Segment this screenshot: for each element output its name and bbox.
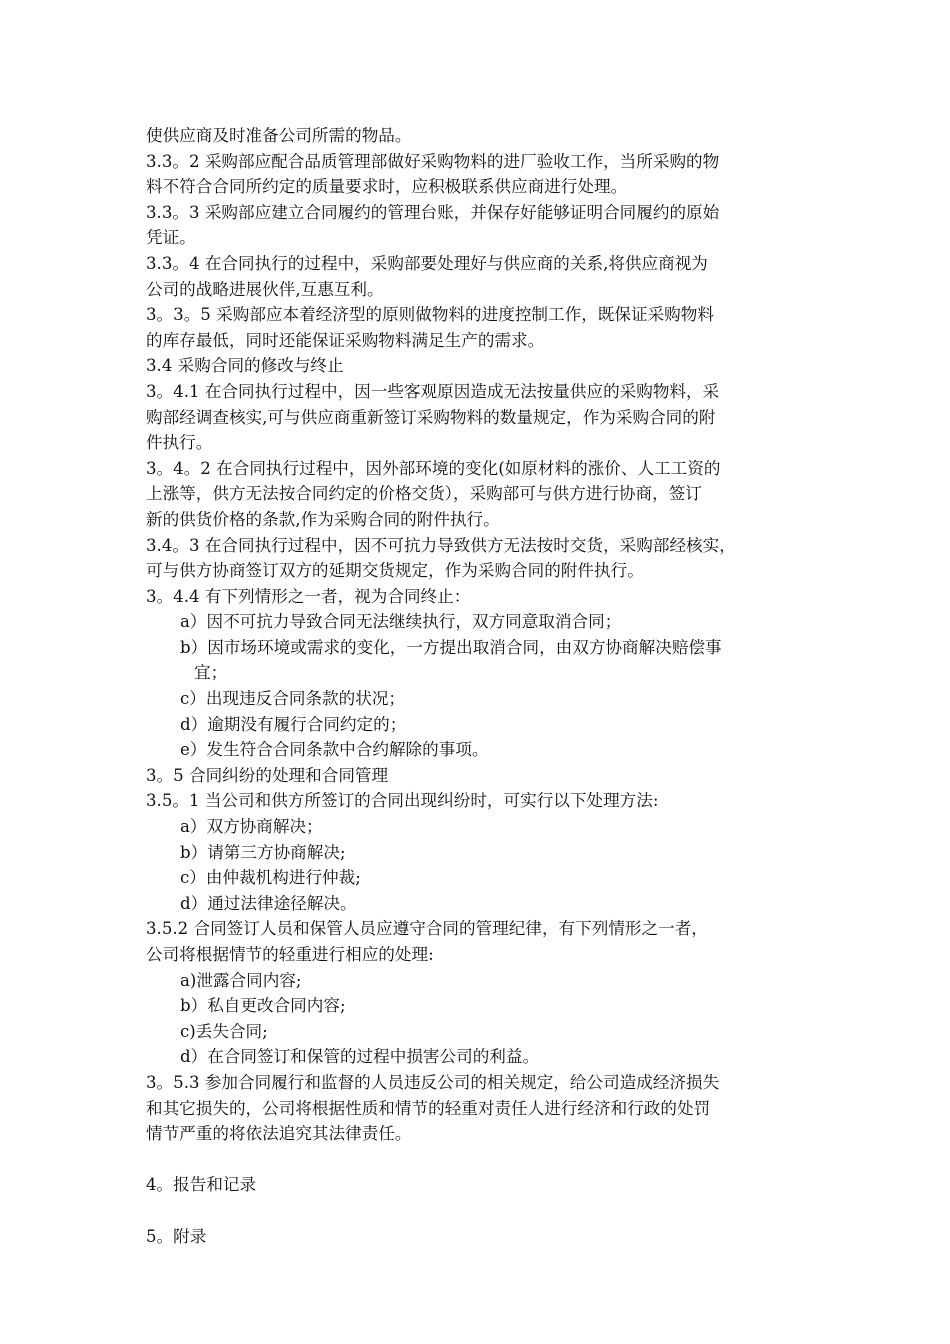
text-line: 3。4.1 在合同执行过程中，因一些客观原因造成无法按量供应的采购物料，采 xyxy=(146,381,720,401)
clause-3-3-5 xyxy=(146,302,836,353)
list-item: a）因不可抗力导致合同无法继续执行，双方同意取消合同； xyxy=(180,612,622,632)
clause-3-3-4 xyxy=(146,251,836,302)
blank-line xyxy=(146,1147,836,1173)
text-line: 3.5.2 合同签订人员和保管人员应遵守合同的管理纪律，有下列情形之一者， xyxy=(146,919,708,939)
text-line: 3.3。4 在合同执行的过程中，采购部要处理好与供应商的关系,将供应商视为 xyxy=(146,253,708,273)
clause-3-3-2 xyxy=(146,149,836,200)
text-line: 的库存最低，同时还能保证采购物料满足生产的需求。 xyxy=(146,330,545,350)
section-heading-4: 4。报告和记录 xyxy=(146,1175,257,1195)
document-page xyxy=(146,123,836,1249)
section-heading-3-5: 3。5 合同纠纷的处理和合同管理 xyxy=(146,765,389,785)
clause-3-4-4: 3。4.4 有下列情形之一者，视为合同终止： xyxy=(146,586,471,606)
text-line: 3。5.3 参加合同履行和监督的人员违反公司的相关规定，给公司造成经济损失 xyxy=(146,1072,720,1092)
text-line: 料不符合合同所约定的质量要求时，应积极联系供应商进行处理。 xyxy=(146,177,628,197)
text-line: 新的供货价格的条款,作为采购合同的附件执行。 xyxy=(146,509,500,529)
clause-3-5-3 xyxy=(146,1070,836,1147)
list-item: c）由仲裁机构进行仲裁; xyxy=(180,868,361,888)
list-item: d）在合同签订和保管的过程中损害公司的利益。 xyxy=(180,1047,540,1067)
list-item: b）请第三方协商解决; xyxy=(180,842,346,862)
text-line: 3.3。3 采购部应建立合同履约的管理台账，并保存好能够证明合同履约的原始 xyxy=(146,202,720,222)
paragraph-continuation: 使供应商及时准备公司所需的物品。 xyxy=(146,126,412,145)
list-item: d）通过法律途径解决。 xyxy=(180,893,357,913)
list-item: a)泄露合同内容; xyxy=(180,970,302,990)
text-line: 可与供方协商签订双方的延期交货规定，作为采购合同的附件执行。 xyxy=(146,561,644,581)
text-line: 3.3。2 采购部应配合品质管理部做好采购物料的进厂验收工作，当所采购的物 xyxy=(146,151,720,171)
text-line: 3.4。3 在合同执行过程中，因不可抗力导致供方无法按时交货，采购部经核实， xyxy=(146,535,736,555)
text-line: 公司将根据情节的轻重进行相应的处理: xyxy=(146,945,434,964)
section-heading-3-4: 3.4 采购合同的修改与终止 xyxy=(146,356,344,376)
list-item: b）私自更改合同内容; xyxy=(180,996,346,1016)
list-item: a）双方协商解决； xyxy=(180,817,323,837)
clause-3-5-1: 3.5。1 当公司和供方所签订的合同出现纠纷时，可实行以下处理方法: xyxy=(146,791,659,811)
section-heading-5: 5。附录 xyxy=(146,1226,207,1246)
text-line: 凭证。 xyxy=(146,228,196,248)
list-item: c)丢失合同; xyxy=(180,1021,268,1041)
text-line: 宜； xyxy=(194,663,228,683)
list-item: c）出现违反合同条款的状况； xyxy=(180,689,406,709)
text-line: 情节严重的将依法追究其法律责任。 xyxy=(146,1124,412,1144)
text-line: 3。3。5 采购部应本着经济型的原则做物料的进度控制工作，既保证采购物料 xyxy=(146,305,714,325)
text-line: 公司的战略进展伙伴,互惠互利。 xyxy=(146,279,384,299)
text-line: 3。4。2 在合同执行过程中，因外部环境的变化(如原材料的涨价、人工工资的 xyxy=(146,458,721,478)
list-item xyxy=(146,635,836,686)
clause-3-4-1 xyxy=(146,379,836,456)
text-line: 和其它损失的，公司将根据性质和情节的轻重对责任人进行经济和行政的处罚 xyxy=(146,1098,711,1118)
text-line: 购部经调查核实,可与供应商重新签订采购物料的数量规定，作为采购合同的附 xyxy=(146,407,716,427)
text-line: 上涨等，供方无法按合同约定的价格交货），采购部可与供方进行协商，签订 xyxy=(146,484,702,504)
list-item: e）发生符合合同条款中合约解除的事项。 xyxy=(180,740,489,760)
clause-3-3-3 xyxy=(146,200,836,251)
blank-line xyxy=(146,1198,836,1224)
clause-3-5-2 xyxy=(146,916,836,967)
list-item: d）逾期没有履行合同约定的； xyxy=(180,714,407,734)
text-line: b）因市场环境或需求的变化，一方提出取消合同，由双方协商解决赔偿事 xyxy=(180,637,722,657)
clause-3-4-3 xyxy=(146,533,836,584)
clause-3-4-2 xyxy=(146,456,836,533)
text-line: 件执行。 xyxy=(146,433,213,453)
